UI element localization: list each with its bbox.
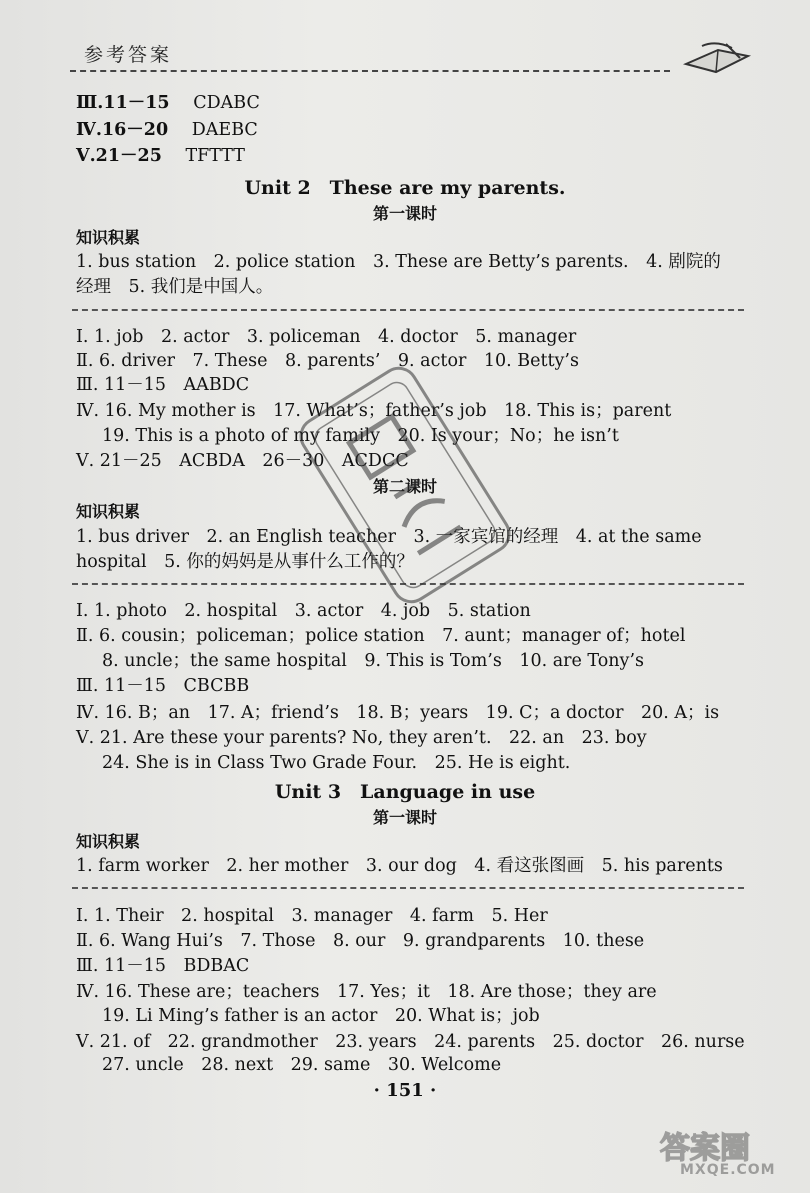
question-range: Ⅲ.11－15 [76, 93, 170, 113]
watermark-url: MXQE.COM [680, 1162, 776, 1178]
answer-line: 27. uncle 28. next 29. same 30. Welcome [102, 1055, 502, 1075]
answer-line: Ⅱ. 6. cousin；policeman；police station 7. aunt；manager of；hotel [76, 626, 686, 646]
ink-stamp-icon [267, 334, 544, 636]
answer-text: TFTTT [185, 146, 245, 166]
header-divider [70, 70, 670, 72]
answer-line: 24. She is in Class Two Grade Four. 25. He is eight. [102, 753, 571, 773]
dashed-divider [72, 309, 744, 311]
answer-line: Ⅴ. 21. Are these your parents? No, they aren’t. 22. an 23. boy [76, 728, 647, 748]
answer-line [76, 92, 260, 114]
answer-line: Ⅰ. 1. photo 2. hospital 3. actor 4. job 5. station [76, 601, 531, 621]
answer-line: Ⅱ. 6. driver 7. These 8. parents’ 9. actor 10. Betty’s [76, 351, 579, 371]
answer-line: 19. Li Ming’s father is an actor 20. What is；job [102, 1006, 540, 1026]
answer-line: Ⅴ. 21－25 ACBDA 26－30 ACDCC [76, 451, 409, 471]
answer-text: DAEBC [191, 120, 258, 140]
answer-line: Ⅰ. 1. job 2. actor 3. policeman 4. doctor 5. manager [76, 327, 577, 347]
answer-line [76, 145, 245, 167]
svg-text:答案圈: 答案圈 [660, 1131, 750, 1166]
answer-line: Ⅲ. 11－15 BDBAC [76, 956, 250, 976]
knowledge-line: 1. bus station 2. police station 3. These are Betty’s parents. 4. 剧院的 [76, 252, 721, 272]
answer-line: 8. uncle；the same hospital 9. This is Tom’s 10. are Tony’s [102, 651, 644, 671]
question-range: Ⅳ.16－20 [76, 120, 169, 140]
answer-line: Ⅴ. 21. of 22. grandmother 23. years 24. parents 25. doctor 26. nurse [76, 1032, 745, 1052]
answer-line: Ⅲ. 11－15 AABDC [76, 375, 250, 395]
unit-3-title: Unit 3 Language in use [274, 781, 536, 803]
knowledge-line: 1. farm worker 2. her mother 3. our dog 4. 看这张图画 5. his parents [76, 856, 723, 876]
knowledge-heading: 知识积累 [76, 502, 141, 521]
knowledge-heading: 知识积累 [76, 832, 141, 851]
page-number: · 151 · [373, 1080, 437, 1101]
unit-3-lesson-1: 第一课时 [372, 808, 437, 827]
answer-text: CDABC [193, 93, 260, 113]
unit-2-lesson-2: 第二课时 [372, 477, 437, 496]
unit-2-title: Unit 2 These are my parents. [244, 177, 566, 199]
answer-line: Ⅳ. 16. These are；teachers 17. Yes；it 18. Are those；they are [76, 982, 657, 1002]
answer-line [76, 119, 258, 141]
knowledge-line: hospital 5. 你的妈妈是从事什么工作的？ [76, 552, 414, 572]
answer-line: 19. This is a photo of my family 20. Is your；No；he isn’t [102, 426, 619, 446]
open-book-icon [682, 38, 752, 78]
answer-line: Ⅳ. 16. My mother is 17. What’s；father’s job 18. This is；parent [76, 401, 672, 421]
answer-line: Ⅳ. 16. B；an 17. A；friend’s 18. B；years 19. C；a doctor 20. A；is [76, 703, 720, 723]
header-title: 参考答案 [84, 44, 173, 66]
answer-line: Ⅰ. 1. Their 2. hospital 3. manager 4. farm 5. Her [76, 906, 548, 926]
answer-line: Ⅱ. 6. Wang Hui’s 7. Those 8. our 9. grandparents 10. these [76, 931, 645, 951]
answer-line: Ⅲ. 11－15 CBCBB [76, 676, 250, 696]
site-watermark [650, 1118, 800, 1188]
knowledge-line: 经理 5. 我们是中国人。 [76, 277, 274, 297]
knowledge-heading: 知识积累 [76, 228, 141, 247]
question-range: Ⅴ.21－25 [76, 146, 162, 166]
unit-2-lesson-1: 第一课时 [372, 204, 437, 223]
dashed-divider [72, 887, 744, 889]
knowledge-line: 1. bus driver 2. an English teacher 3. 一家宾馆的经理 4. at the same [76, 527, 702, 547]
page-header [70, 36, 750, 76]
